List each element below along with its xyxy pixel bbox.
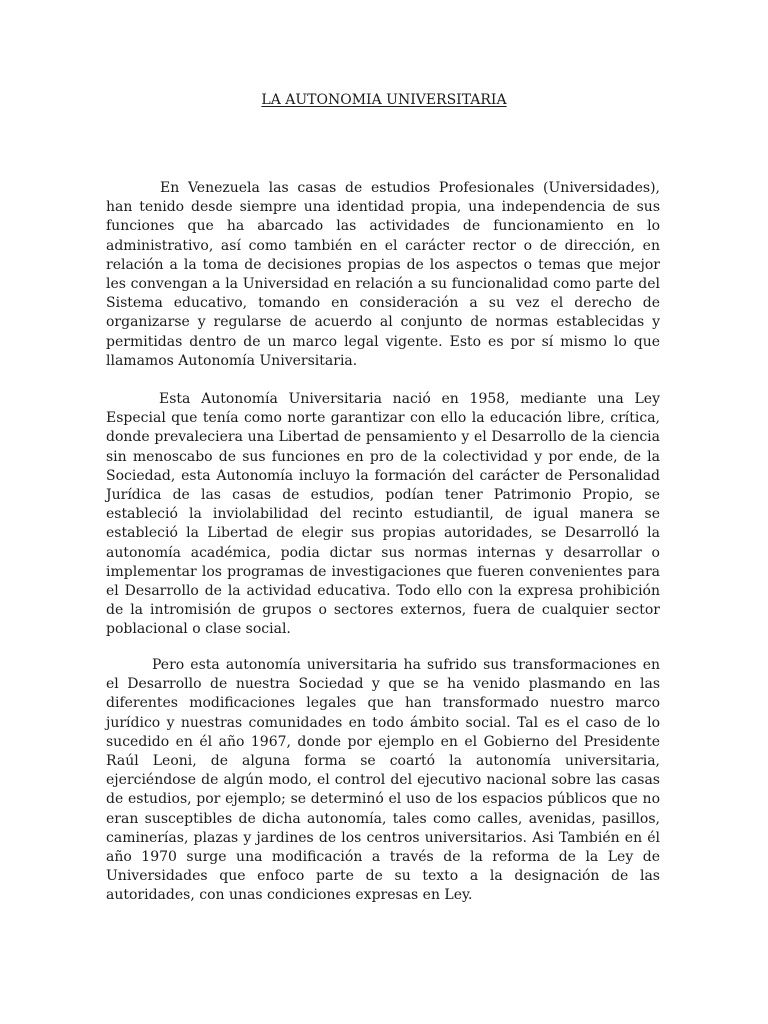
paragraph-transformaciones: Pero esta autonomía universitaria ha sufrido sus transformaciones en el Desarrollo de nuestra Sociedad y que se ha venido plasmando en las diferentes modificaciones legales que han transformado nuestro marco jurídico y nuestras comunidades en todo ámbito social. Tal es el caso de lo sucedido en él año 1967, donde por ejemplo en el Gobierno del Presidente Raúl Leoni, de alguna forma se coartó la autonomía universitaria, ejerciéndose de algún modo, el control del ejecutivo nacional sobre las casas de estudios, por ejemplo; se determinó el uso de los espacios públicos que no eran susceptibles de dicha autonomía, tales como calles, avenidas, pasillos, caminerías, plazas y jardines de los centros universitarios. Asi También en él año 1970 surge una modificación a través de la reforma de la Ley de Universidades que enfoco parte de su texto a la designación de las autoridades, con unas condiciones expresas en Ley. bbox=[106, 657, 660, 904]
paragraph-ley-1958: Esta Autonomía Universitaria nació en 1958, mediante una Ley Especial que tenía como norte garantizar con ello la educación libre, crítica, donde prevaleciera una Libertad de pensamiento y el Desarrollo de la ciencia sin menoscabo de sus funciones en pro de la colectividad y por ende, de la Sociedad, esta Autonomía incluyo la formación del carácter de Personalidad Jurídica de las casas de estudios, podían tener Patrimonio Propio, se estableció la inviolabilidad del recinto estudiantil, de igual manera se estableció la Libertad de elegir sus propias autoridades, se Desarrolló la autonomía académica, podia dictar sus normas internas y desarrollar o implementar los programas de investigaciones que fueren convenientes para el Desarrollo de la actividad educativa. Todo ello con la expresa prohibición de la intromisión de grupos o sectores externos, fuera de cualquier sector poblacional o clase social. bbox=[106, 391, 660, 638]
document-title: LA AUTONOMIA UNIVERSITARIA bbox=[261, 92, 507, 108]
paragraph-origen-autonomia: En Venezuela las casas de estudios Profesionales (Universidades), han tenido desde siempre una identidad propia, una independencia de sus funciones que ha abarcado las actividades de funcionamiento en lo administrativo, así como también en el carácter rector o de dirección, en relación a la toma de decisiones propias de los aspectos o temas que mejor les convengan a la Universidad en relación a su funcionalidad como parte del Sistema educativo, tomando en consideración a su vez el derecho de organizarse y regularse de acuerdo al conjunto de normas establecidas y permitidas dentro de un marco legal vigente. Esto es por sí mismo lo que llamamos Autonomía Universitaria. bbox=[106, 180, 660, 369]
